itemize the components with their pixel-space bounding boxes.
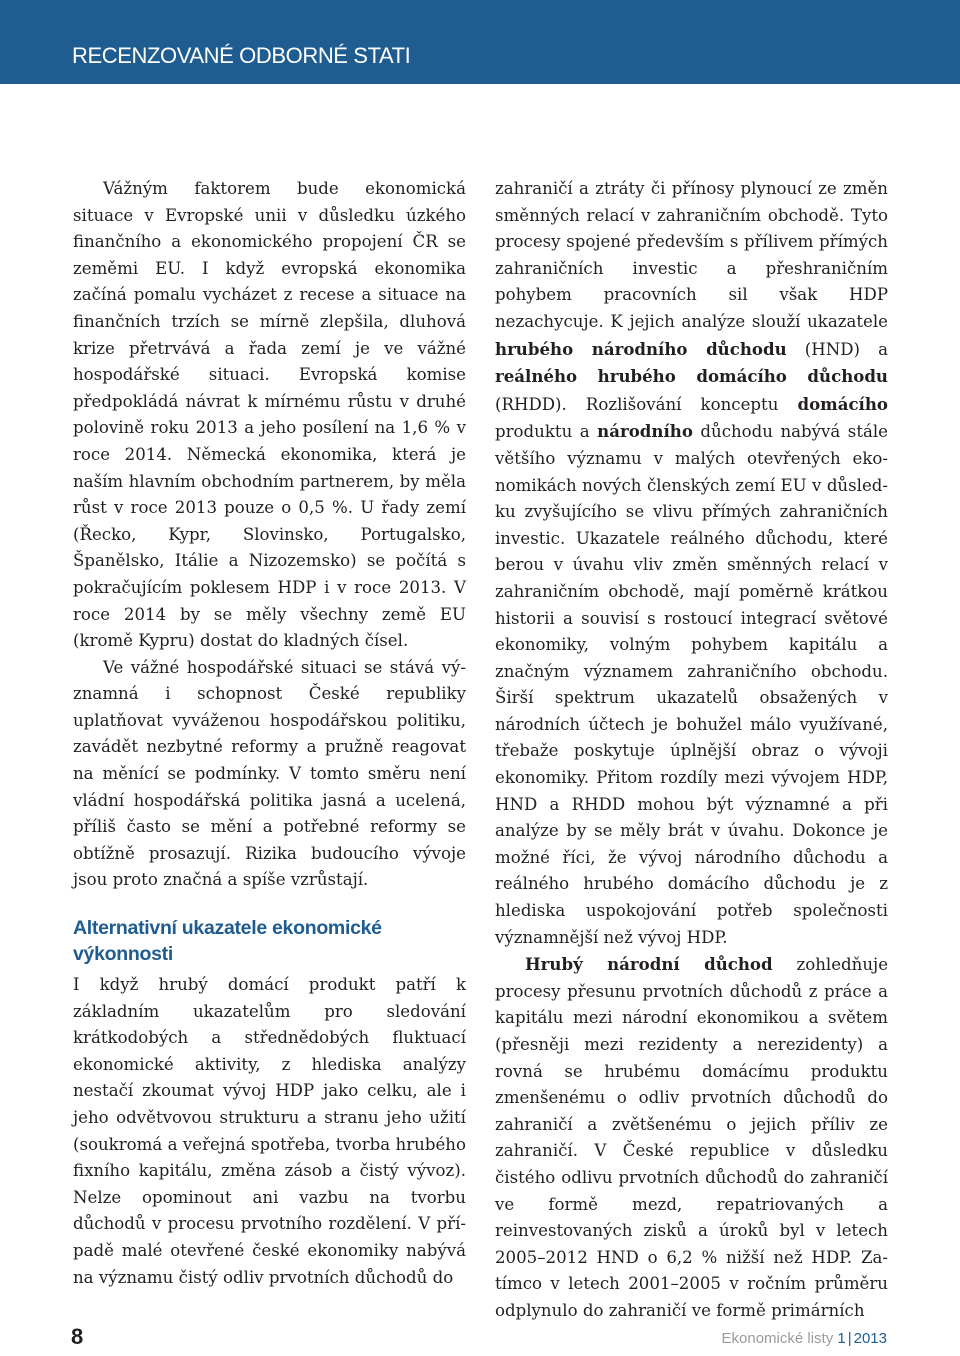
text-run: zahraničí a ztráty či přínosy plynoucí ze změn směnných relací v zahraničním obchodě. Tyto procesy spojené především s přílivem přímých zahraničních investic a přeshraničním pohybem pracovních sil však HDP nezachycuje. K jejich analýze slouží ukazatele [495, 179, 888, 331]
paragraph: Ve vážné hospodářské situaci se stává významná i schopnost České republiky uplatňovat vyváženou hospodářskou politiku, zavádět nezbytné reformy a pružně reagovat na měnící se podmínky. V tomto směru není vládní hospodářská politika jasná a ucelená, příliš často se mění a potřebné reformy se obtížně prosazují. Rizika budoucího vývoje jsou proto značná a spíše vzrůstají. [73, 657, 466, 890]
left-text-column [73, 176, 466, 1291]
paragraph [495, 951, 888, 1324]
bold-term: národního [597, 421, 693, 442]
paragraph: Vážným faktorem bude ekonomická situace v Evropské unii v důsledku úzkého finančního a ekonomického propojení ČR se zeměmi EU. I když evropská ekonomika začíná pomalu vycházet z recese a situace na finančních trzích se mírně zlepšila, dluhová krize přetrvává a řada zemí je ve vážné hospodářské situaci. Evropská komise předpokládá návrat k mírnému růstu v druhé polovině roku 2013 a jeho posílení na 1,6 % v roce 2014. Německá ekonomika, která je naším hlavním obchodním partnerem, by měla růst v roce 2013 pouze o 0,5 %. U řady zemí (Řecko, Kypr, Slovinsko, Portugalsko, Španělsko, Itálie a Nizozemsko) se počítá s pokračujícím poklesem HDP i v roce 2013. V roce 2014 by se měly všechny země EU (kromě Kypru) dostat do kladných čísel. [73, 179, 466, 651]
text-run: (RHDD). Rozlišování konceptu [495, 394, 779, 414]
text-run: důchodu nabývá stále většího významu v malých otevřených ekonomikách nových členských zemí EU v důsledku zvyšujícího se vlivu přímých zahraničních investic. Ukazatele reálného důchodu, které berou v úvahu vliv změn směnných relací v zahraničním obchodě, mají poměrně krátkou historii a souvisí s rostoucí integrací světové ekonomiky, volným pohybem kapitálu a značným významem zahraničního obchodu. Širší spektrum ukazatelů obsažených v národních účtech je bohužel málo využívané, třebaže poskytuje úplnější obraz o vývoji ekonomiky. Přitom rozdíly mezi vývojem HDP, HND a RHDD mohou být významné a při analýze by se měly brát v úvahu. Dokonce je možné říci, že vývoj národního důchodu a reálného hrubého domácího důchodu je z hlediska uspokojování potřeb společnosti významnější než vývoj HDP. [495, 422, 889, 947]
section-heading: Alternativní ukazatele ekonomické výkonnosti [73, 917, 382, 966]
right-text-column [495, 176, 888, 1325]
bold-term: reálného hrubého domácího důchodu [495, 366, 888, 387]
footer-separator: | [847, 1330, 852, 1347]
issue-year: 2013 [853, 1330, 887, 1347]
text-run: produktu a [495, 422, 590, 442]
issue-number: 1 [837, 1330, 846, 1347]
journal-name: Ekonomické listy [721, 1330, 834, 1347]
section-title: RECENZOVANÉ ODBORNÉ STATI [72, 43, 411, 68]
text-run: (HND) a [804, 339, 888, 359]
journal-footer [722, 1330, 888, 1347]
paragraph [495, 176, 888, 951]
page-number: 8 [71, 1324, 84, 1349]
bold-term: Hrubý národní důchod [525, 954, 773, 975]
section-header-bar [0, 0, 960, 84]
text-run: zohledňuje procesy přesunu prvotních důchodů z práce a kapitálu mezi národní ekonomikou a světem (přesněji mezi rezidenty a nerezidenty) a rovná se hrubému domácímu produktu zmenšenému o odliv prvotních důchodů do zahraničí a zvětšenému o jejich příliv ze zahraničí. V České republice v důsledku čistého odlivu prvotních důchodů do zahraničí ve formě mezd, repatriovaných a reinvestovaných zisků a úroků byl v letech 2005–2012 HND o 6,2 % nižší než HDP. Zatímco v letech 2001–2005 v ročním průměru odplynulo do zahraničí ve formě primárních [495, 955, 889, 1320]
paragraph: I když hrubý domácí produkt patří k základním ukazatelům pro sledování krátkodobých a střednědobých fluktuací ekonomické aktivity, z hlediska analýzy nestačí zkoumat vývoj HDP jako celku, ale i jeho odvětvovou strukturu a stranu jeho užití (soukromá a veřejná spotřeba, tvorba hrubého fixního kapitálu, změna zásob a čistý vývoz). Nelze opominout ani vazbu na tvorbu důchodů v procesu prvotního rozdělení. V případě malé otevřené české ekonomiky nabývá na významu čistý odliv prvotních důchodů do [73, 975, 466, 1287]
bold-term: hrubého národního důchodu [495, 338, 787, 359]
bold-term: domácího [797, 393, 888, 414]
